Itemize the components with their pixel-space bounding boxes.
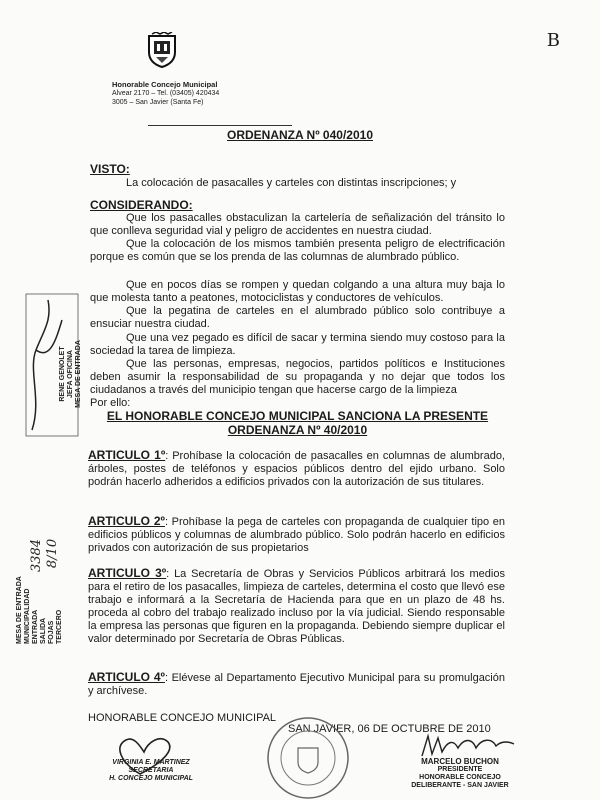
stamp-line: RENE GENOLET: [59, 346, 66, 402]
signer-name: MARCELO BUCHON: [421, 757, 499, 766]
signer-role: SECRETARIA: [128, 767, 174, 774]
article-text: : Prohíbase la colocación de pasacalles en columnas de alumbrado, árboles, postes de teléfonos y espacios públicos dentro del ejido urbano. Solo podrán hacerlo adheridos a edificios privados con la autorización de sus titulares.: [88, 450, 505, 488]
visto-text: La colocación de pasacalles y carteles con distintas inscripciones; y: [126, 177, 457, 189]
signer-org: H. CONCEJO MUNICIPAL: [109, 775, 193, 782]
article-2: [88, 515, 505, 555]
article-label: ARTICULO 4º: [88, 670, 165, 684]
article-1: [88, 449, 505, 489]
stamp-line: MESA DE ENTRADA: [75, 340, 82, 408]
article-label: ARTICULO 1º: [88, 448, 166, 462]
stamp-line: MUNICIPALIDAD: [24, 588, 31, 644]
considerando-paragraph: Que los pasacalles obstaculizan la cartelería de señalización del tránsito lo que conlleva seguridad vial y peligro de accidentes en nuestra ciudad.: [90, 212, 505, 237]
considerando-paragraph: Que las personas, empresas, negocios, partidos políticos e Instituciones deben asumir la responsabilidad de su propaganda y no dejar que todos los ciudadanos a través del municipio tengan que hacerse cargo de la limpieza: [90, 358, 505, 396]
letterhead-org: Honorable Concejo Municipal: [112, 80, 218, 89]
stamp-line: JEFA OFICINA: [67, 350, 74, 398]
ordenanza-number: ORDENANZA Nº 40/2010: [227, 423, 368, 437]
signer-org: HONORABLE CONCEJO: [419, 774, 501, 781]
stamp-line: TERCERO: [56, 609, 63, 644]
signature-right: [400, 758, 520, 790]
stamp-line: ENTRADA: [32, 609, 39, 644]
registry-date: 8/10: [45, 538, 61, 569]
round-seal-icon: [262, 712, 354, 800]
document-title: ORDENANZA Nº 040/2010: [227, 128, 373, 142]
considerando-paragraph: Que en pocos días se rompen y quedan colgando a una altura muy baja lo que molesta tanto a peatones, motociclistas y conductores de vehículos.: [90, 279, 505, 304]
article-4: [88, 671, 505, 698]
signer-name: VIRGINIA E. MARTINEZ: [112, 759, 190, 766]
letterhead-city: 3005 – San Javier (Santa Fe): [112, 99, 204, 106]
stamp-line: MESA DE ENTRADA: [16, 576, 23, 644]
receipt-stamp: [59, 299, 83, 449]
letterhead-address: Alvear 2170 – Tel. (03405) 420434: [112, 90, 220, 97]
article-text: : Elévese al Departamento Ejecutivo Municipal para su promulgación y archívese.: [88, 672, 505, 697]
letterhead: [112, 80, 292, 107]
stamp-line: SALIDA: [40, 617, 47, 644]
visto-heading: VISTO:: [90, 162, 130, 176]
corner-mark: B: [546, 30, 560, 51]
coat-of-arms-icon: [146, 32, 178, 68]
article-text: : La Secretaría de Obras y Servicios Públicos arbitrará los medios para el retiro de los pasacalles, limpieza de carteles, determina el costo que llevó ese trabajo e informará a la Secretaría de Hacienda para que en un plazo de 48 hs. proceda al cobro del trabajo realizado incluso por la vía judicial. Siendo responsable la empresa las personas que figuren en la propaganda. Debiendo siempre duplicar el valor determinado por Secretaría de Obras Públicas.: [88, 568, 505, 645]
signature-left: [96, 759, 206, 783]
considerando-heading: CONSIDERANDO:: [90, 198, 193, 212]
article-label: ARTICULO 2º: [88, 514, 165, 528]
article-3: [88, 567, 505, 646]
signer-org: DELIBERANTE - SAN JAVIER: [411, 782, 509, 789]
considerando-paragraph: Que la pegatina de carteles en el alumbrado público solo contribuye a ensuciar nuestra ciudad.: [90, 305, 505, 330]
article-text: : Prohíbase la pega de carteles con propaganda de cualquier tipo en edificios públicos y columnas de alumbrado público. Solo podrán hacerlo en edificios privados con autorización de sus propietarios: [88, 516, 506, 554]
footer-date: SAN JAVIER, 06 DE OCTUBRE DE 2010: [288, 723, 491, 735]
article-label: ARTICULO 3º: [88, 566, 167, 580]
signer-role: PRESIDENTE: [437, 766, 483, 773]
considerando-paragraph: Que una vez pegado es difícil de sacar y termina siendo muy costoso para la sociedad la tarea de limpieza.: [90, 332, 505, 357]
por-ello: Por ello:: [90, 397, 131, 409]
header-divider: [148, 125, 292, 126]
registry-number: 3384: [29, 538, 45, 573]
considerando-paragraph: Que la colocación de los mismos también presenta peligro de electrificación porque es común que se los prenda de las columnas de alumbrado público.: [90, 238, 505, 263]
footer-issuer: HONORABLE CONCEJO MUNICIPAL: [88, 712, 277, 724]
stamp-line: FOJAS: [48, 620, 55, 644]
sanciona-line: EL HONORABLE CONCEJO MUNICIPAL SANCIONA LA PRESENTE: [106, 409, 489, 423]
